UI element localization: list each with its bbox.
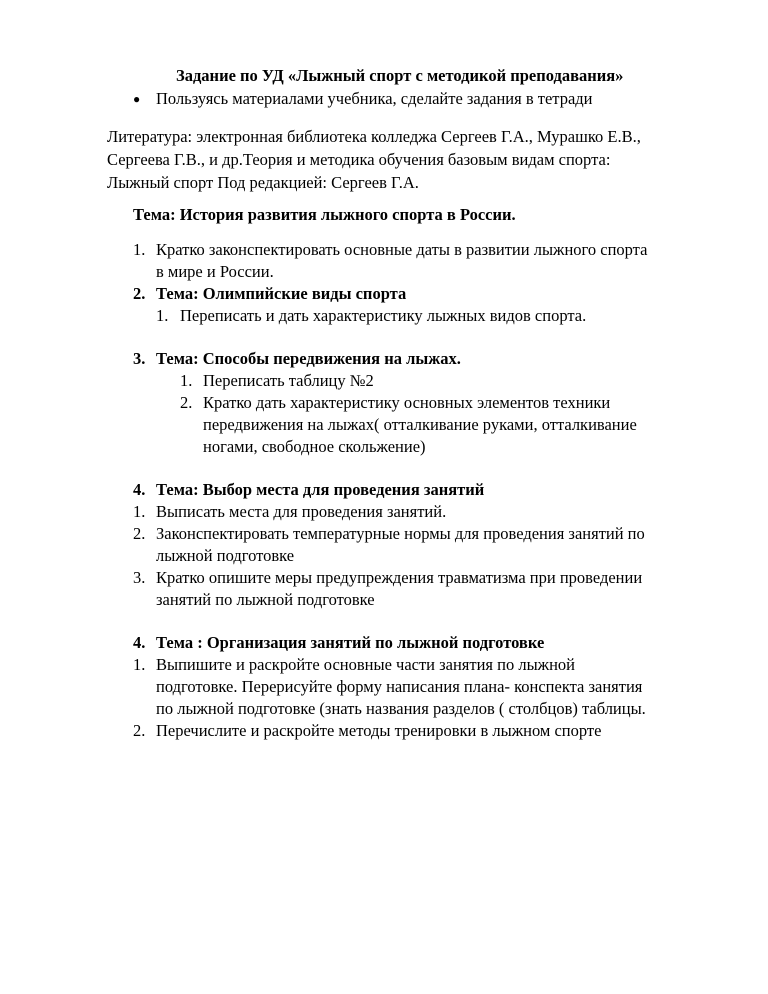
subitem-number: 1. <box>156 306 169 325</box>
item-number: 2. <box>133 721 146 740</box>
item-number: 2. <box>133 524 146 543</box>
topic1-item1-line2: в мире и России. <box>156 262 274 281</box>
topic4-item3-line2: занятий по лыжной подготовке <box>156 590 375 609</box>
topic4-item2-line1: Законспектировать температурные нормы для проведения занятий по <box>156 524 645 543</box>
topic5-heading: Тема : Организация занятий по лыжной подготовке <box>156 633 545 652</box>
topic1-heading: Тема: История развития лыжного спорта в России. <box>133 205 516 224</box>
topic3-heading: Тема: Способы передвижения на лыжах. <box>156 349 461 368</box>
literature-line-2: Сергеева Г.В., и др.Теория и методика обучения базовым видам спорта: <box>107 150 611 169</box>
item-number: 1. <box>133 655 146 674</box>
bullet-item: Пользуясь материалами учебника, сделайте задания в тетради <box>156 89 593 108</box>
topic4-heading: Тема: Выбор места для проведения занятий <box>156 480 485 499</box>
literature-line-3: Лыжный спорт Под редакцией: Сергеев Г.А. <box>107 173 419 192</box>
topic1-item1-line1: Кратко законспектировать основные даты в развитии лыжного спорта <box>156 240 648 259</box>
literature-line-1: Литература: электронная библиотека колледжа Сергеев Г.А., Мурашко Е.В., <box>107 127 641 146</box>
topic5-item1-line3: по лыжной подготовке (знать названия разделов ( столбцов) таблицы. <box>156 699 646 718</box>
item-number: 3. <box>133 349 146 368</box>
item-number: 4. <box>133 480 146 499</box>
topic3-sub2-line2: передвижения на лыжах( отталкивание руками, отталкивание <box>203 415 637 434</box>
subitem-number: 2. <box>180 393 193 412</box>
subitem-number: 1. <box>180 371 193 390</box>
document-title: Задание по УД «Лыжный спорт с методикой преподавания» <box>176 66 624 85</box>
topic5-item2: Перечислите и раскройте методы тренировки в лыжном спорте <box>156 721 602 740</box>
bullet-icon: ● <box>133 92 141 106</box>
item-number: 1. <box>133 502 146 521</box>
topic5-item1-line1: Выпишите и раскройте основные части занятия по лыжной <box>156 655 575 674</box>
topic5-item1-line2: подготовке. Перерисуйте форму написания плана- конспекта занятия <box>156 677 643 696</box>
topic3-sub2-line3: ногами, свободное скольжение) <box>203 437 426 456</box>
topic4-item1: Выписать места для проведения занятий. <box>156 502 447 521</box>
topic3-sub2-line1: Кратко дать характеристику основных элементов техники <box>203 393 611 412</box>
item-number: 2. <box>133 284 146 303</box>
item-number: 4. <box>133 633 146 652</box>
topic3-sub1: Переписать таблицу №2 <box>203 371 374 390</box>
topic4-item2-line2: лыжной подготовке <box>156 546 295 565</box>
topic4-item3-line1: Кратко опишите меры предупреждения травматизма при проведении <box>156 568 643 587</box>
item-number: 3. <box>133 568 146 587</box>
topic2-heading: Тема: Олимпийские виды спорта <box>156 284 407 303</box>
item-number: 1. <box>133 240 146 259</box>
topic2-sub1: Переписать и дать характеристику лыжных видов спорта. <box>180 306 587 325</box>
